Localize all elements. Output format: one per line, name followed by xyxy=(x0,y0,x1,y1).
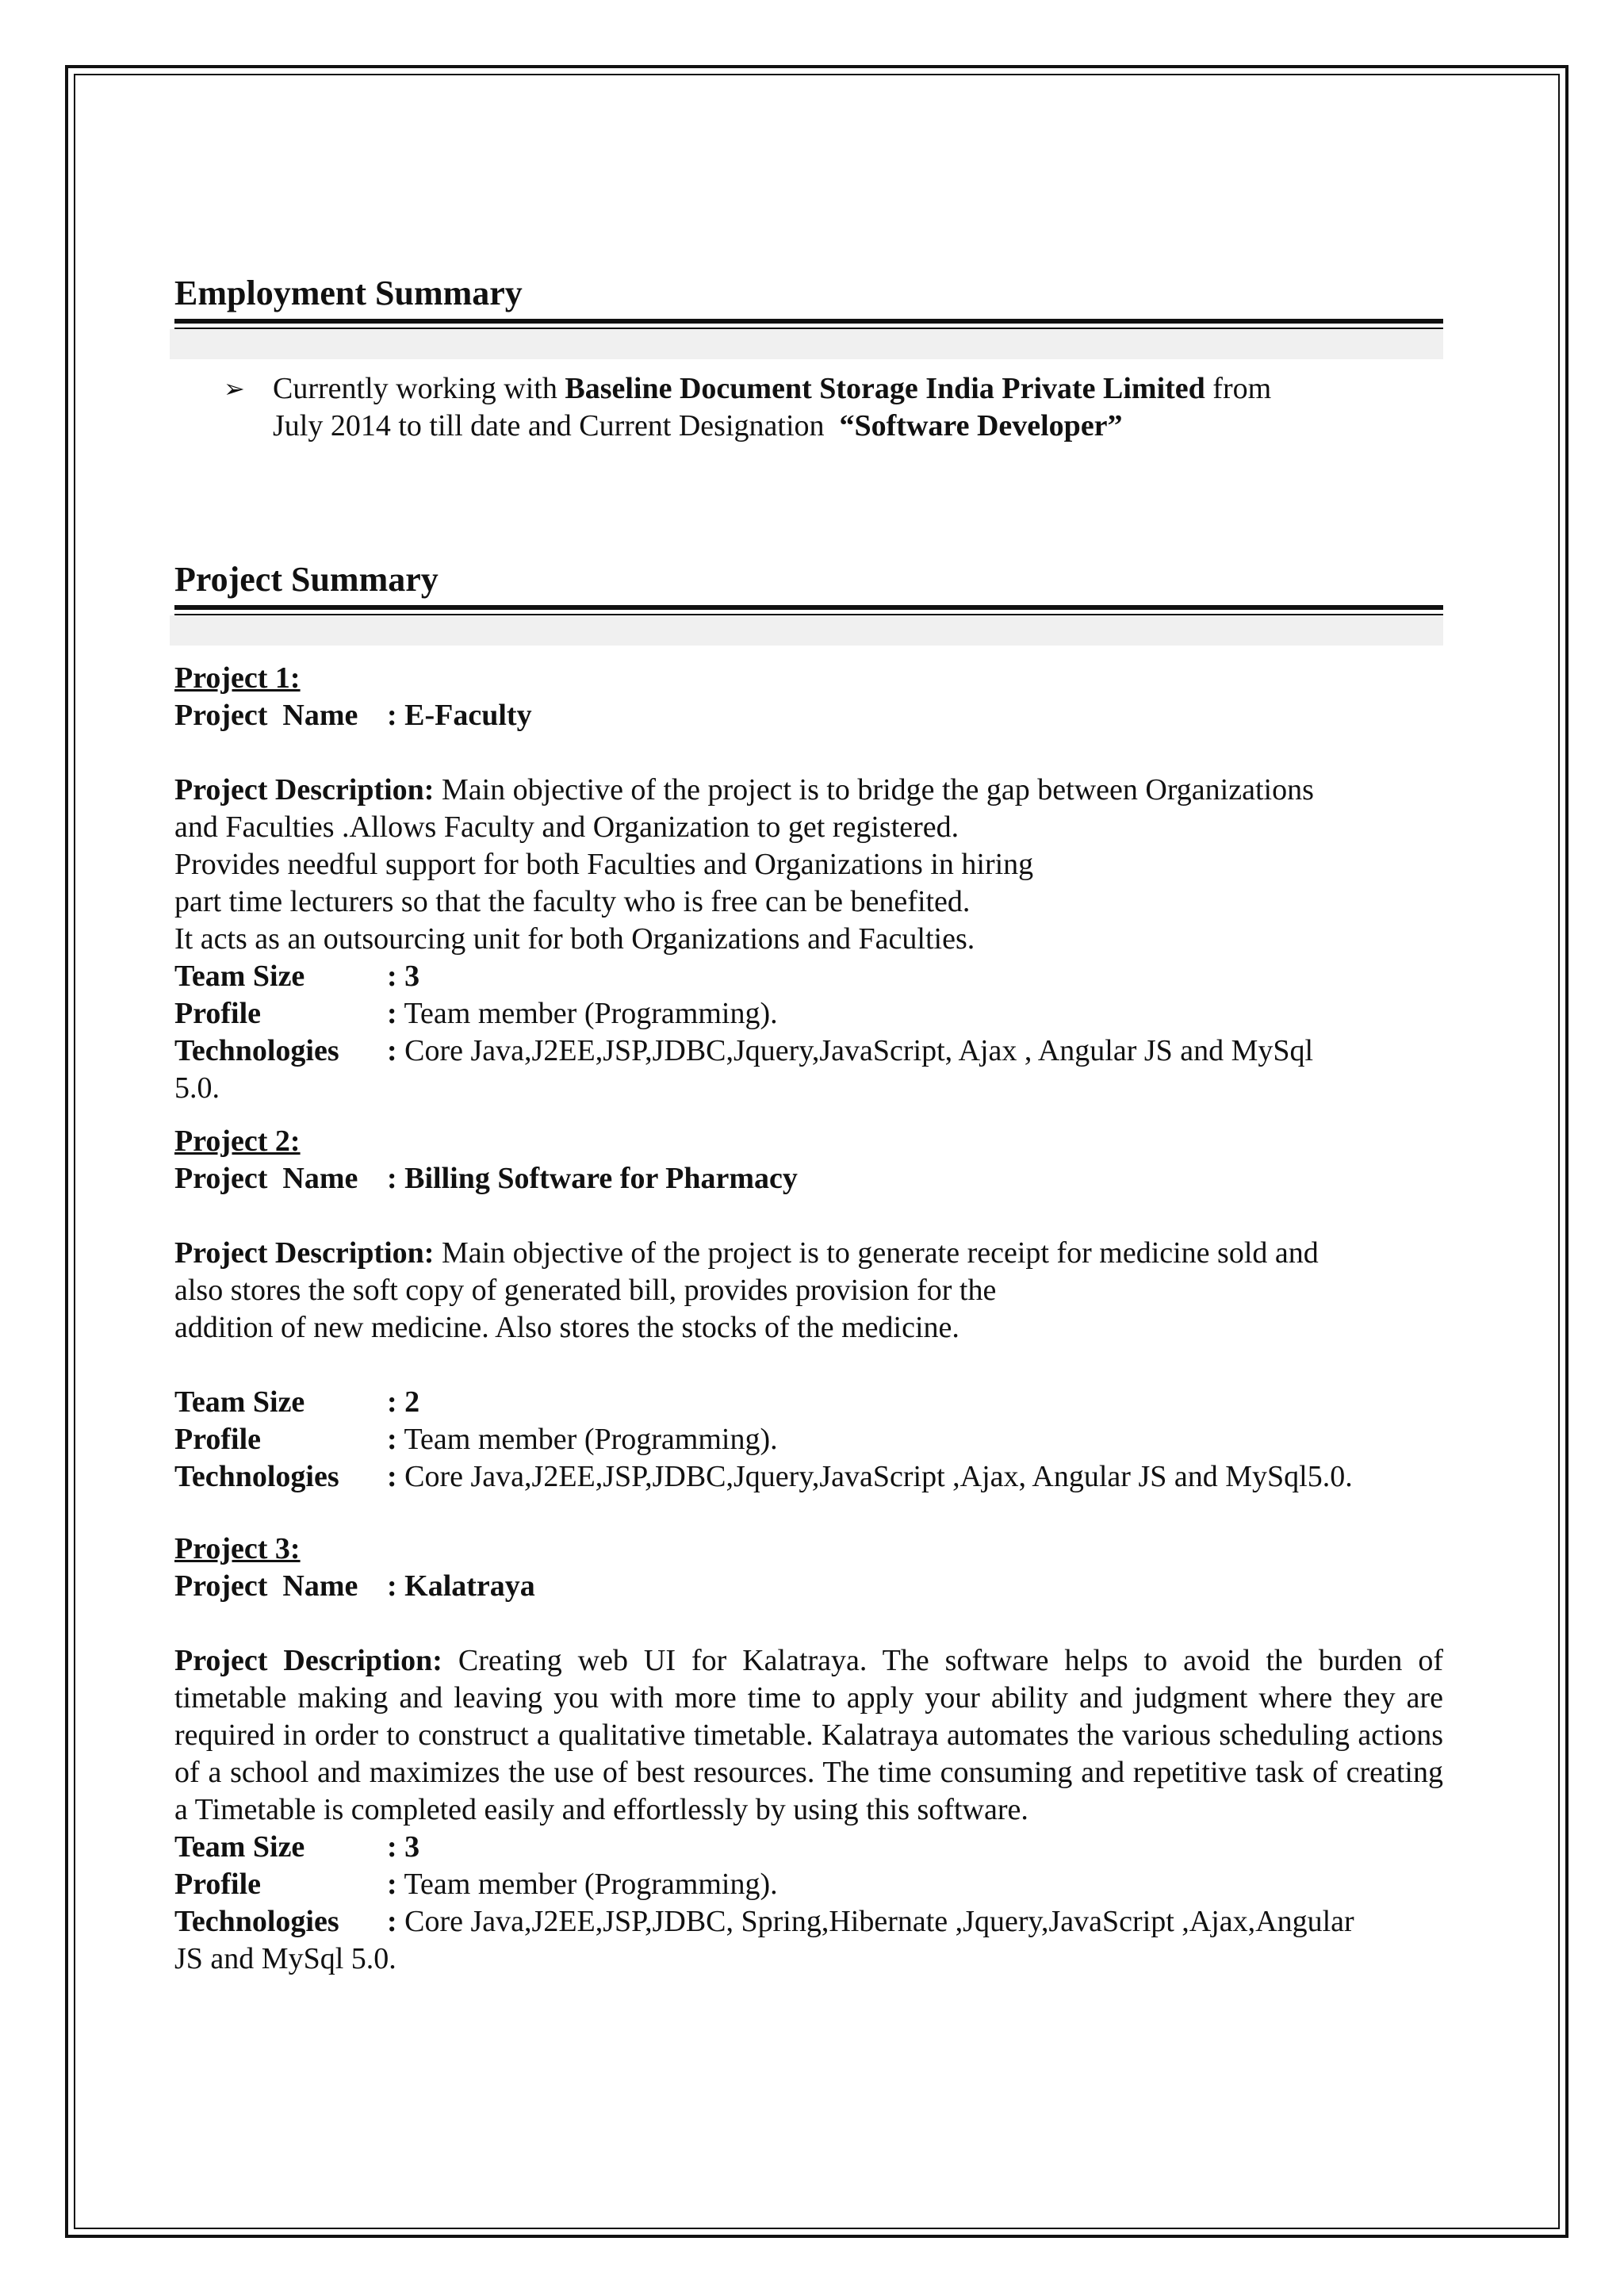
description-line: addition of new medicine. Also stores the stocks of the medicine. xyxy=(174,1311,959,1344)
profile-value: Team member (Programming). xyxy=(396,997,778,1030)
project-description-label: Project Description: xyxy=(174,1236,435,1270)
technologies-continued: 5.0. xyxy=(174,1071,220,1105)
profile-value-wrap xyxy=(387,995,1443,1033)
project-name-value: : E-Faculty xyxy=(387,699,532,732)
technologies-colon: : xyxy=(387,1034,397,1067)
profile-row xyxy=(174,1421,1443,1458)
team-size-label: Team Size xyxy=(174,1385,305,1419)
profile-colon: : xyxy=(387,997,397,1030)
employment-prefix: Currently working with xyxy=(273,372,565,405)
project-description-label: Project Description: xyxy=(174,773,435,807)
technologies-label: Technologies xyxy=(174,1460,339,1493)
team-size-value: : 2 xyxy=(387,1385,420,1419)
technologies-value-wrap xyxy=(387,1903,1443,1941)
profile-label: Profile xyxy=(174,1868,262,1901)
description-line: Main objective of the project is to bridge the gap between Organizations xyxy=(434,773,1314,807)
profile-label: Profile xyxy=(174,997,262,1030)
resume-page xyxy=(174,270,1443,1978)
project-name-label: Project Name xyxy=(174,1162,358,1195)
project-name-label: Project Name xyxy=(174,1569,358,1603)
section-gap xyxy=(174,445,1443,556)
project-block xyxy=(174,660,1443,1107)
project-summary-section xyxy=(174,556,1443,1978)
employment-summary-section xyxy=(174,270,1443,445)
profile-value-wrap xyxy=(387,1866,1443,1903)
profile-value-wrap xyxy=(387,1421,1443,1458)
employment-summary-heading: Employment Summary xyxy=(174,274,523,312)
description-line: It acts as an outsourcing unit for both Organizations and Faculties. xyxy=(174,922,975,956)
heading-rule-thick xyxy=(174,605,1443,610)
project-title: Project 1: xyxy=(174,661,301,695)
project-description xyxy=(174,1642,1443,1829)
technologies-value: Core Java,J2EE,JSP,JDBC, Spring,Hibernate ,Jquery,JavaScript ,Ajax,Angular xyxy=(396,1905,1354,1938)
technologies-label: Technologies xyxy=(174,1034,339,1067)
spacer xyxy=(174,734,1443,772)
team-size-row xyxy=(174,958,1443,995)
spacer xyxy=(174,1347,1443,1384)
profile-colon: : xyxy=(387,1868,397,1901)
team-size-row xyxy=(174,1384,1443,1421)
description-text: Creating web UI for Kalatraya. The software helps to avoid the burden of timetable making and leaving you with more time to apply your ability and judgment where they are required in order to construct a qualitative timetable. Kalatraya automates the various scheduling actions of a school and maximizes the use of best resources. The time consuming and repetitive task of creating a Timetable is completed easily and effortlessly by using this software. xyxy=(174,1644,1443,1826)
project-name-value: : Billing Software for Pharmacy xyxy=(387,1162,798,1195)
heading-rule-thick xyxy=(174,319,1443,324)
project-block xyxy=(174,1531,1443,1978)
spacer xyxy=(174,1605,1443,1642)
description-line: also stores the soft copy of generated bill, provides provision for the xyxy=(174,1274,997,1307)
profile-row xyxy=(174,1866,1443,1903)
project-name-label: Project Name xyxy=(174,699,358,732)
profile-label: Profile xyxy=(174,1423,262,1456)
spacer xyxy=(174,1197,1443,1235)
project-description xyxy=(174,1235,1443,1347)
project-title: Project 2: xyxy=(174,1125,301,1158)
description-line: and Faculties .Allows Faculty and Organization to get registered. xyxy=(174,810,959,844)
arrow-bullet-icon: ➢ xyxy=(224,374,245,404)
project-description-label: Project Description: xyxy=(174,1644,442,1677)
technologies-row xyxy=(174,1458,1443,1496)
employment-bullet xyxy=(224,370,1397,445)
profile-value: Team member (Programming). xyxy=(396,1423,778,1456)
technologies-value-wrap xyxy=(387,1033,1443,1070)
technologies-label: Technologies xyxy=(174,1905,339,1938)
employment-mid: from xyxy=(1205,372,1272,405)
designation: “Software Developer” xyxy=(839,409,1123,443)
employment-line2-text: July 2014 to till date and Current Designation xyxy=(273,409,833,443)
heading-shade-bar xyxy=(170,615,1443,646)
technologies-value: Core Java,J2EE,JSP,JDBC,Jquery,JavaScript, Ajax , Angular JS and MySql xyxy=(396,1034,1314,1067)
company-name: Baseline Document Storage India Private Limited xyxy=(565,372,1205,405)
employment-line2 xyxy=(273,408,1397,445)
profile-value: Team member (Programming). xyxy=(396,1868,778,1901)
team-size-label: Team Size xyxy=(174,960,305,993)
team-size-label: Team Size xyxy=(174,1830,305,1864)
team-size-value: : 3 xyxy=(387,1830,420,1864)
technologies-colon: : xyxy=(387,1905,397,1938)
project-name-row xyxy=(174,1568,1443,1605)
project-description xyxy=(174,772,1443,958)
employment-bullet-text xyxy=(273,370,1397,445)
technologies-value-wrap xyxy=(387,1458,1443,1496)
heading-shade-bar xyxy=(170,329,1443,359)
technologies-value: Core Java,J2EE,JSP,JDBC,Jquery,JavaScript ,Ajax, Angular JS and MySql5.0. xyxy=(396,1460,1353,1493)
project-title: Project 3: xyxy=(174,1532,301,1565)
description-line: Provides needful support for both Faculties and Organizations in hiring xyxy=(174,848,1034,881)
project-name-value: : Kalatraya xyxy=(387,1569,535,1603)
team-size-row xyxy=(174,1829,1443,1866)
project-block xyxy=(174,1123,1443,1496)
technologies-row xyxy=(174,1033,1443,1107)
description-line: Main objective of the project is to generate receipt for medicine sold and xyxy=(434,1236,1319,1270)
project-summary-heading: Project Summary xyxy=(174,560,439,599)
project-name-row xyxy=(174,1160,1443,1197)
profile-row xyxy=(174,995,1443,1033)
technologies-colon: : xyxy=(387,1460,397,1493)
technologies-continued: JS and MySql 5.0. xyxy=(174,1942,396,1975)
description-line: part time lecturers so that the faculty who is free can be benefited. xyxy=(174,885,971,918)
technologies-row xyxy=(174,1903,1443,1978)
project-name-row xyxy=(174,697,1443,734)
team-size-value: : 3 xyxy=(387,960,420,993)
profile-colon: : xyxy=(387,1423,397,1456)
